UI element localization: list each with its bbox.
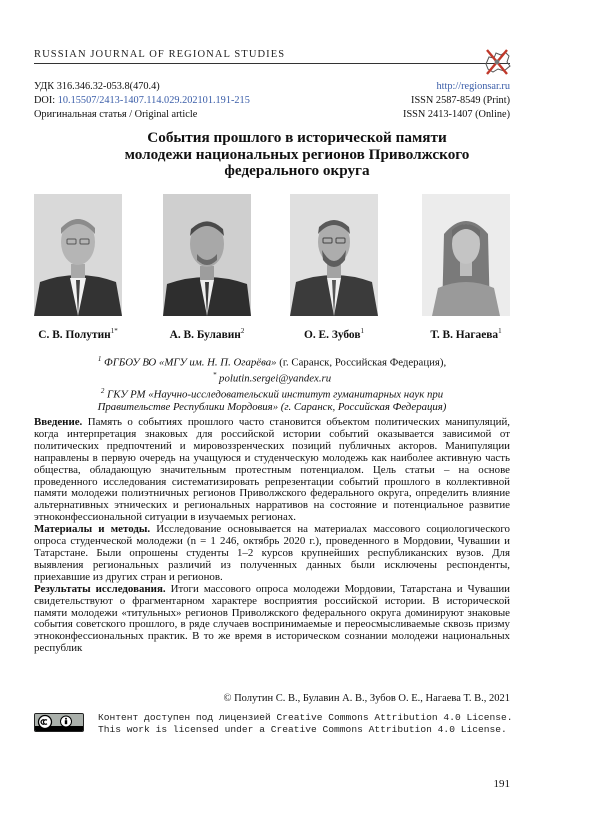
doi-line: [34, 94, 250, 108]
section-text: Память о событиях прошлого часто становится объектом политических манипуляций, когда интерпретация знаковых для российской истории событий оказывается зависимой от политических предпочтений и мировоззренческих позиций публичных акторов. Манипуляции направлены в первую очередь на учащуюся и студенческую молодежь как наиболее активную часть общества, обладающую значительным протестным потенциалом. Цель статьи – на основе проведенного исследования систематизировать репрезентации событий прошлого в коллективной памяти молодежи полиэтничных регионов Приволжского федерального округа, определить влияние альтернативных этнических и региональных нарративов на состояние и потенциальное развитие этноконфессиональной ситуации в изучаемых регионах.: [34, 416, 510, 524]
issn-print: ISSN 2587-8549 (Print): [411, 95, 510, 107]
abstract: [34, 417, 510, 655]
affiliation-2: [34, 385, 510, 401]
article-meta-right: [403, 80, 510, 123]
author-mark: 1: [498, 327, 502, 335]
section-label: Материалы и методы.: [34, 523, 151, 536]
article-meta-left: [34, 80, 250, 123]
license-line-en: This work is licensed under a Creative Commons Attribution 4.0 License.: [98, 724, 507, 736]
aff-mark: 1: [97, 355, 102, 363]
affiliation-1: [34, 353, 510, 369]
author-name: [13, 327, 143, 341]
author-name: [401, 327, 531, 341]
affiliations: [34, 353, 510, 413]
header-rule: [34, 63, 510, 64]
aff-mark: 2: [100, 387, 105, 395]
aff-org: Правительстве Республики Мордовия»: [97, 401, 279, 413]
affiliation-2-cont: [34, 401, 510, 413]
issn-online: ISSN 2413-1407 (Online): [403, 109, 510, 121]
doi-label: DOI:: [34, 95, 56, 107]
journal-url-link[interactable]: http://regionsar.ru: [436, 81, 510, 92]
author-photo: [34, 194, 122, 316]
aff-org: ФГБОУ ВО «МГУ им. Н. П. Огарёва»: [104, 356, 277, 369]
author-mark: 1*: [110, 327, 118, 335]
author-name-text: С. В. Полутин: [38, 328, 111, 341]
author-photo: [422, 194, 510, 316]
license-text: [98, 712, 513, 736]
title-line: События прошлого в исторической памяти: [147, 129, 447, 146]
section-text: Исследование основывается на материалах массового социологического опроса студенческой молодежи (n = 1 246, октябрь 2020 г.), проведенного в Мордовии, Чувашии и Татарстане. Были опрошены студенты 1–2 курсов крупнейших республиканских вузов. Для выявления региональных различий из полученных данных были исключены респонденты, приехавшие из других стран и регионов.: [34, 523, 511, 583]
license-line-ru: Контент доступен под лицензией Creative Commons Attribution 4.0 License.: [98, 712, 513, 723]
aff-org: ГКУ РМ «Научно-исследовательский институт гуманитарных наук при: [107, 388, 444, 401]
author-photo: [290, 194, 378, 316]
doi-link[interactable]: 10.15507/2413-1407.114.029.202101.191-215: [57, 95, 250, 107]
author-photo: [163, 194, 251, 316]
author-name-text: О. Е. Зубов: [303, 328, 361, 341]
author-mark: 1: [360, 327, 364, 335]
title-line: федерального округа: [224, 162, 370, 180]
section-label: Результаты исследования.: [34, 582, 166, 595]
article-type: Оригинальная статья / Original article: [34, 109, 198, 121]
udc-code: УДК 316.346.32-053.8(470.4): [34, 81, 160, 92]
abstract-methods: [34, 524, 510, 584]
copyright-notice: © Полутин С. В., Булавин А. В., Зубов О. Е., Нагаева Т. В., 2021: [223, 693, 510, 704]
cc-by-license-icon[interactable]: [34, 713, 84, 732]
section-text: Итоги массового опроса молодежи Мордовии, Татарстана и Чувашии свидетельствуют о фрагментарном характере восприятия российской истории. В исторической памяти молодежи «титульных» регионов Приволжского федерального округа доминируют знаковые события советского прошлого, в ряде случаев воспринимаемые и переосмысливаемые сквозь призму этноконфессиональных практик. В то же время в историческом сознании молодежи национальных республик: [34, 582, 510, 655]
aff-place: (г. Саранск, Российская Федерация): [280, 401, 447, 413]
author-name-text: А. В. Булавин: [169, 328, 241, 341]
author-names: [34, 327, 510, 345]
email-mark: *: [212, 371, 217, 379]
page-number: 191: [493, 778, 510, 790]
email-link[interactable]: polutin.sergei@yandex.ru: [219, 372, 332, 385]
author-mark: 2: [240, 327, 245, 335]
russia-map-logo-icon: [482, 44, 512, 78]
author-name: [269, 327, 399, 341]
author-photos: [34, 194, 510, 316]
email-line: [34, 369, 510, 385]
title-line: молодежи национальных регионов Приволжского: [124, 145, 470, 163]
aff-place: (г. Саранск, Российская Федерация),: [279, 356, 447, 369]
author-name-text: Т. В. Нагаева: [430, 328, 499, 341]
journal-title: RUSSIAN JOURNAL OF REGIONAL STUDIES: [34, 49, 286, 60]
article-title: [60, 130, 534, 180]
author-name: [142, 327, 272, 341]
section-label: Введение.: [34, 416, 83, 428]
abstract-results: [34, 584, 510, 655]
abstract-introduction: [34, 417, 510, 524]
